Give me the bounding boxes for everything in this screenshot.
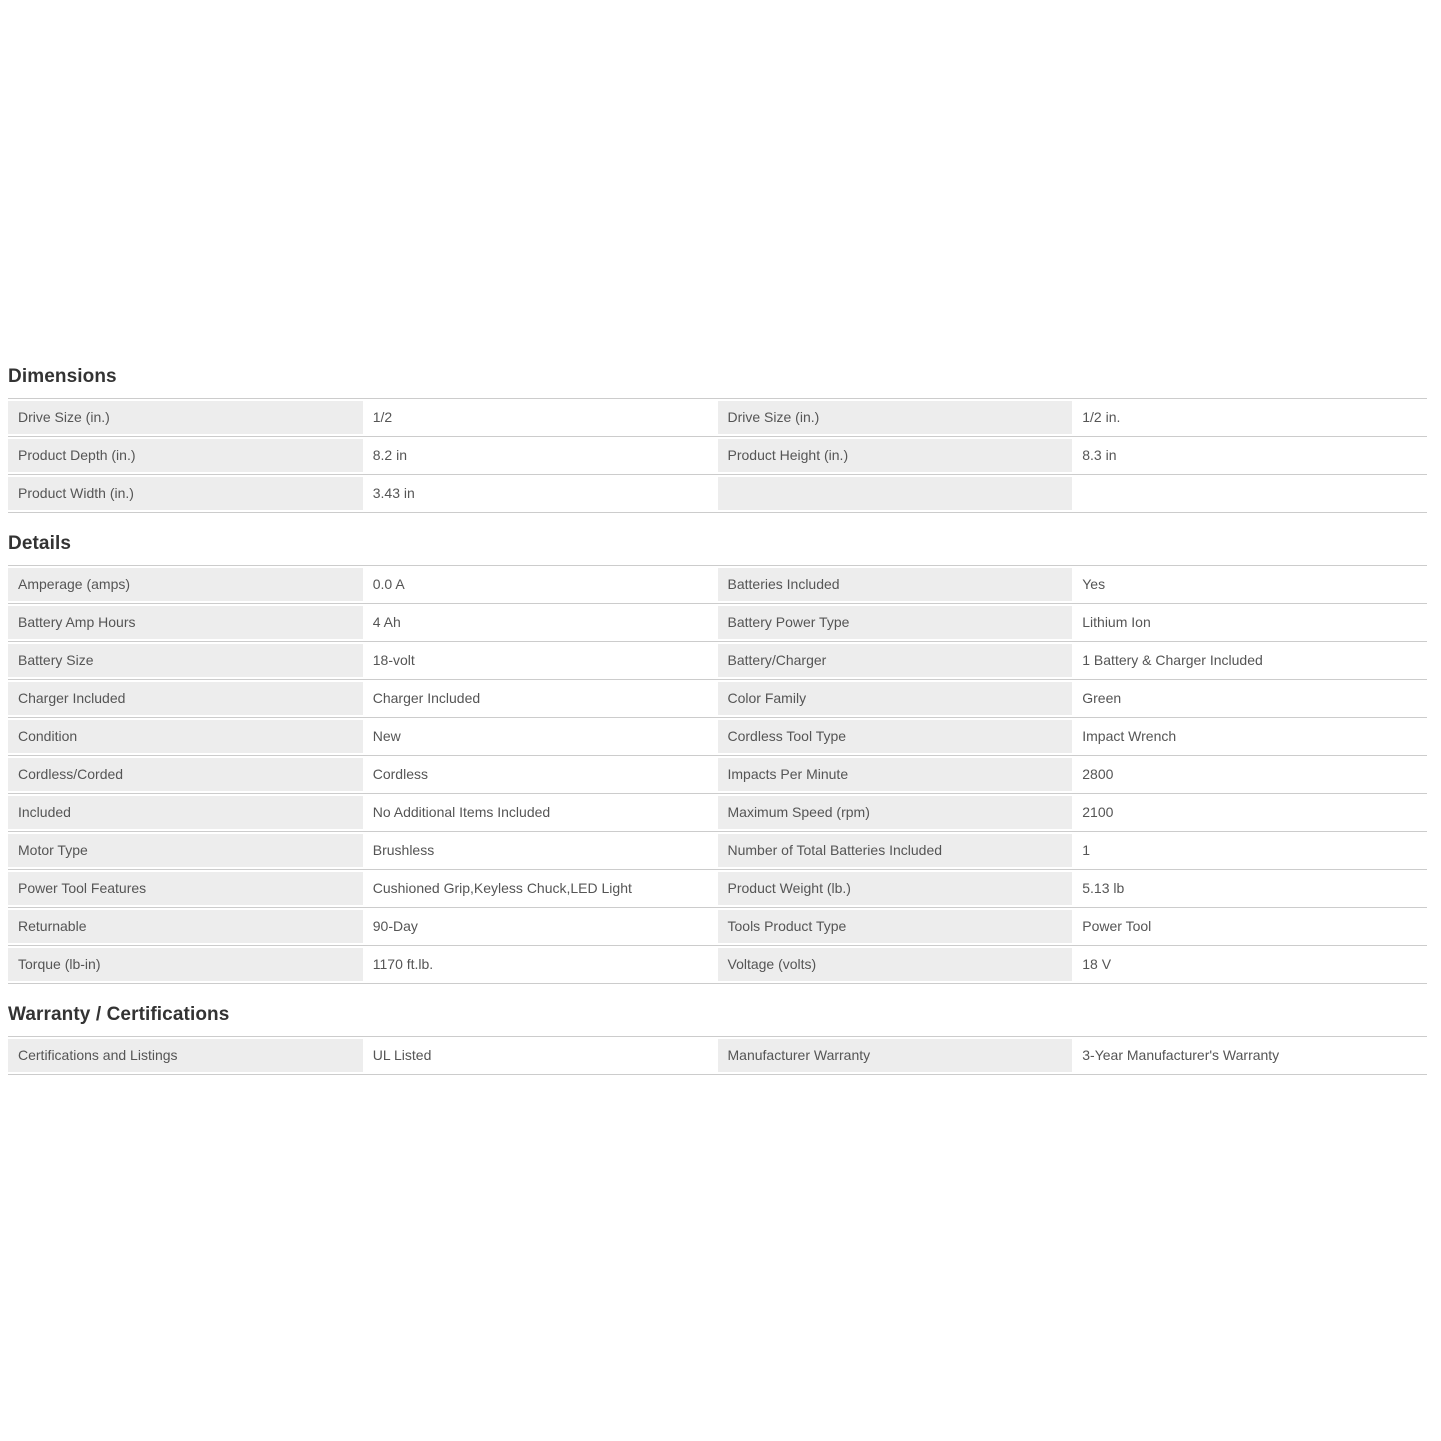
section-dimensions [8, 366, 1427, 513]
spec-label: Tools Product Type [718, 910, 1073, 943]
spec-row [8, 908, 1427, 946]
spec-value: Green [1082, 690, 1122, 706]
spec-label: Manufacturer Warranty [718, 1039, 1073, 1072]
spec-label: Returnable [8, 910, 363, 943]
spec-value: 0.0 A [372, 576, 405, 592]
section-title: Details [8, 533, 72, 554]
spec-row [8, 604, 1427, 642]
spec-label: Impacts Per Minute [718, 758, 1073, 791]
spec-value: 18 V [1082, 956, 1112, 972]
spec-label: Product Width (in.) [8, 477, 363, 510]
spec-row [8, 756, 1427, 794]
spec-value: Cordless [372, 766, 428, 782]
spec-label: Battery Size [8, 644, 363, 677]
section-title: Warranty / Certifications [8, 1004, 230, 1025]
section-details [8, 533, 1427, 984]
spec-value: Impact Wrench [1082, 728, 1177, 744]
spec-value: 5.13 lb [1082, 880, 1125, 896]
spec-table-warranty-certifications [8, 1036, 1427, 1075]
spec-row [8, 566, 1427, 604]
spec-label: Voltage (volts) [718, 948, 1073, 981]
spec-label: Charger Included [8, 682, 363, 715]
spec-label: Drive Size (in.) [718, 401, 1073, 434]
spec-row [8, 870, 1427, 908]
spec-value: 2100 [1082, 804, 1114, 820]
spec-label: Amperage (amps) [8, 568, 363, 601]
section-title: Dimensions [8, 366, 117, 387]
spec-table-dimensions [8, 398, 1427, 513]
spec-value [1072, 477, 1427, 510]
spec-value: Cushioned Grip,Keyless Chuck,LED Light [372, 880, 632, 896]
spec-label: Cordless Tool Type [718, 720, 1073, 753]
spec-value: New [372, 728, 401, 744]
spec-value: UL Listed [372, 1047, 432, 1063]
spec-label: Battery Amp Hours [8, 606, 363, 639]
spec-label: Battery Power Type [718, 606, 1073, 639]
spec-label: Batteries Included [718, 568, 1073, 601]
spec-table-details [8, 565, 1427, 984]
spec-label [718, 477, 1073, 510]
spec-value: 2800 [1082, 766, 1114, 782]
spec-label: Condition [8, 720, 363, 753]
spec-value: 18-volt [372, 652, 415, 668]
spec-value: 3-Year Manufacturer's Warranty [1082, 1047, 1280, 1063]
spec-label: Drive Size (in.) [8, 401, 363, 434]
spec-row [8, 718, 1427, 756]
spec-value: 3.43 in [372, 485, 415, 501]
spec-label: Included [8, 796, 363, 829]
spec-label: Maximum Speed (rpm) [718, 796, 1073, 829]
spec-value: Brushless [372, 842, 435, 858]
spec-row [8, 794, 1427, 832]
spec-value: 8.3 in [1082, 447, 1117, 463]
spec-label: Power Tool Features [8, 872, 363, 905]
spec-row [8, 946, 1427, 984]
spec-label: Motor Type [8, 834, 363, 867]
spec-row [8, 642, 1427, 680]
spec-value: 1/2 in. [1082, 409, 1121, 425]
spec-label: Product Height (in.) [718, 439, 1073, 472]
spec-label: Torque (lb-in) [8, 948, 363, 981]
spec-row [8, 832, 1427, 870]
spec-label: Certifications and Listings [8, 1039, 363, 1072]
spec-value: Lithium Ion [1082, 614, 1151, 630]
spec-value: 1 [1082, 842, 1091, 858]
spec-value: 4 Ah [372, 614, 401, 630]
spec-row [8, 680, 1427, 718]
spec-value: 8.2 in [372, 447, 407, 463]
spec-value: 1 Battery & Charger Included [1082, 652, 1263, 668]
spec-value: 1/2 [372, 409, 393, 425]
spec-value: 90-Day [372, 918, 418, 934]
spec-value: No Additional Items Included [372, 804, 551, 820]
spec-value: 1170 ft.lb. [372, 956, 434, 972]
spec-label: Battery/Charger [718, 644, 1073, 677]
spec-row [8, 399, 1427, 437]
spec-label: Cordless/Corded [8, 758, 363, 791]
spec-value: Yes [1082, 576, 1106, 592]
spec-label: Number of Total Batteries Included [718, 834, 1073, 867]
spec-label: Color Family [718, 682, 1073, 715]
spec-row [8, 437, 1427, 475]
spec-label: Product Weight (lb.) [718, 872, 1073, 905]
section-warranty-certifications [8, 1004, 1427, 1075]
spec-row [8, 475, 1427, 513]
spec-value: Charger Included [372, 690, 481, 706]
spec-value: Power Tool [1082, 918, 1152, 934]
spec-row [8, 1037, 1427, 1075]
spec-label: Product Depth (in.) [8, 439, 363, 472]
